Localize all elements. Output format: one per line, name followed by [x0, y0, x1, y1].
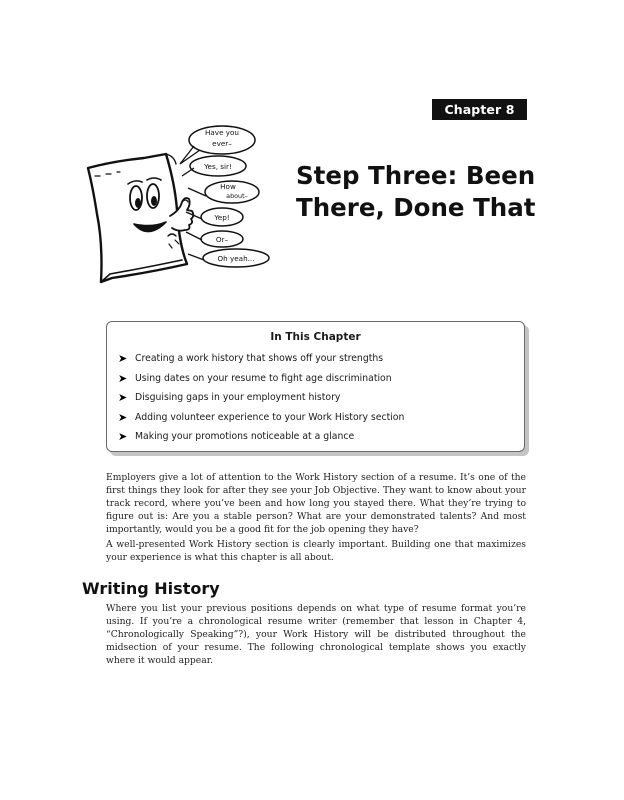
list-item	[118, 408, 404, 428]
speech-bubble-text: Yep!	[214, 213, 230, 222]
list-item-text: Adding volunteer experience to your Work History section	[135, 411, 405, 423]
speech-bubble-text: Yes, sir!	[204, 162, 232, 171]
arrow-bullet-icon: ➤	[118, 430, 128, 444]
intro-paragraph: Employers give a lot of attention to the Work History section of a resume. It’s one of the first things they look for after they see your Job Objective. They want to know about your track record, where you’ve been and how long you stayed there. What they’re trying to figure out is: Are you a stable person? What are your demonstrated talents? And most importantly, would you be a good fit for the job opening they have?	[106, 472, 526, 536]
list-item-text: Using dates on your resume to fight age discrimination	[135, 372, 392, 384]
list-item	[118, 349, 404, 369]
list-item	[118, 427, 404, 447]
list-item-text: Disguising gaps in your employment history	[135, 392, 341, 404]
list-item-text: Creating a work history that shows off your strengths	[135, 353, 384, 365]
speech-bubble-text: about–	[226, 192, 248, 200]
speech-bubble-text: Have you	[205, 128, 239, 137]
arrow-bullet-icon: ➤	[118, 391, 128, 405]
paper-character	[88, 154, 193, 282]
speech-bubble-text: Or–	[215, 235, 229, 244]
speech-bubble-text: ever–	[212, 139, 232, 148]
in-this-chapter-box	[106, 321, 525, 452]
list-item-text: Making your promotions noticeable at a glance	[135, 431, 355, 443]
intro-paragraph: A well-presented Work History section is clearly important. Building one that maximizes your experience is what this chapter is all about.	[106, 539, 526, 564]
chapter-label: Chapter 8	[432, 99, 527, 120]
box-heading: In This Chapter	[270, 331, 361, 343]
speech-bubble-text: How	[220, 182, 236, 191]
speech-bubble-text: Oh yeah...	[217, 254, 255, 263]
chapter-topic-list	[118, 349, 404, 447]
arrow-bullet-icon: ➤	[118, 410, 128, 424]
arrow-bullet-icon: ➤	[118, 352, 128, 366]
section-heading: Writing History	[82, 579, 220, 598]
chapter-title: Step Three: Been There, Done That	[296, 161, 536, 222]
list-item	[118, 369, 404, 389]
list-item	[118, 388, 404, 408]
arrow-bullet-icon: ➤	[118, 371, 128, 385]
section-paragraph: Where you list your previous positions depends on what type of resume format you’re using. If you’re a chronological resume writer (remember that lesson in Chapter 4, “Chronologically Speaking”?), your Work History will be distributed throughout the midsection of your resume. The following chronological template shows you exactly where it would appear.	[106, 603, 526, 667]
cartoon-illustration	[82, 124, 274, 284]
